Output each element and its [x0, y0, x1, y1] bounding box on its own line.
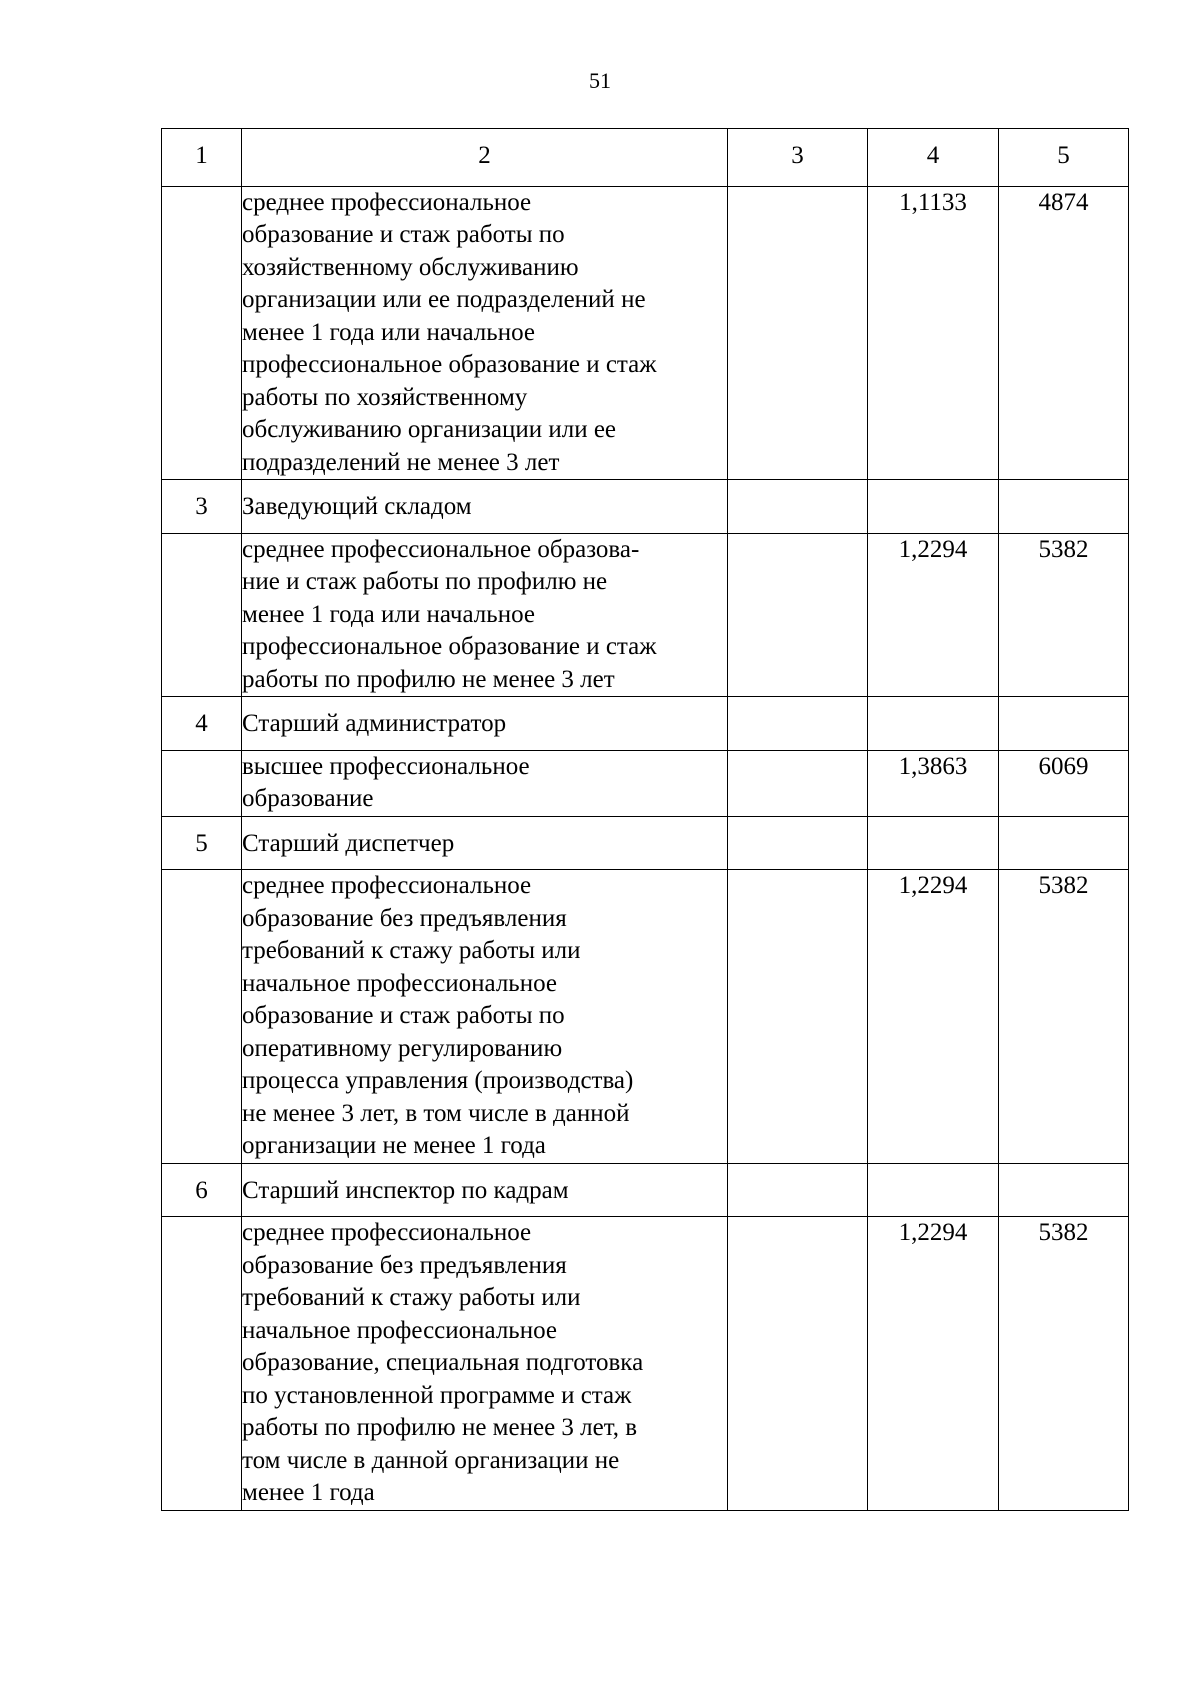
- coefficient-cell: [868, 1217, 999, 1511]
- requirement-row: [162, 186, 1129, 480]
- header-cell-5: 5: [999, 129, 1129, 187]
- row-number-cell: [162, 870, 242, 1164]
- column-3-cell: [728, 533, 868, 697]
- position-name-cell: [242, 816, 728, 870]
- column-3-cell: [728, 1217, 868, 1511]
- coefficient-cell: [868, 533, 999, 697]
- coefficient-cell-text: 1,2294: [898, 872, 968, 899]
- requirement-text-cell-text: высшее профессиональное образование: [242, 752, 530, 812]
- coefficient-cell-text: 1,3863: [898, 752, 968, 780]
- header-cell-1: 1: [162, 129, 242, 187]
- amount-cell-text: 5382: [1038, 1219, 1089, 1246]
- row-number-cell: [162, 750, 242, 816]
- position-name-cell-text: Старший диспетчер: [242, 829, 455, 857]
- column-3-cell: [728, 697, 868, 751]
- coefficient-cell: [868, 870, 999, 1164]
- requirement-text-cell-text: среднее профессиональное образование без предъявления требований к стажу работы или начальное профессиональное образование, специальная подготовка по установленной программе и стаж работы по профилю не менее 3 лет, в том числе в данной организации не менее 1 года: [242, 1219, 644, 1506]
- coefficient-cell-text: 1,2294: [898, 1219, 968, 1246]
- row-number-cell-text: 5: [195, 829, 208, 857]
- requirement-row: [162, 533, 1129, 697]
- column-3-cell: [728, 750, 868, 816]
- position-name-cell: [242, 1163, 728, 1217]
- requirement-text-cell-text: среднее профессиональное образование и стаж работы по хозяйственному обслуживанию организации или ее подразделений не менее 1 года или начальное профессиональное образование и стаж работы по хозяйственному обслуживанию организации или ее подразделений не менее 3 лет: [242, 188, 657, 476]
- coefficient-cell: [868, 697, 999, 751]
- requirement-row: [162, 870, 1129, 1164]
- column-3-cell: [728, 480, 868, 534]
- row-number-cell: [162, 1163, 242, 1217]
- coefficient-cell-text: 1,1133: [899, 188, 967, 216]
- row-number-cell: [162, 697, 242, 751]
- row-number-cell-text: 3: [195, 493, 208, 520]
- amount-cell: [999, 533, 1129, 697]
- amount-cell: [999, 870, 1129, 1164]
- requirement-text-cell-text: среднее профессиональное образова- ние и стаж работы по профилю не менее 1 года или начальное профессиональное образование и стаж работы по профилю не менее 3 лет: [242, 535, 657, 693]
- table-header-row: [162, 129, 1129, 187]
- coefficient-cell: [868, 186, 999, 480]
- row-number-cell: [162, 1217, 242, 1511]
- position-title-row: [162, 697, 1129, 751]
- qualification-table: [161, 128, 1129, 1511]
- header-cell-3: 3: [728, 129, 868, 187]
- coefficient-cell: [868, 750, 999, 816]
- position-name-cell-text: Старший администратор: [242, 710, 507, 737]
- position-name-cell: [242, 697, 728, 751]
- page-number: 51: [589, 68, 611, 93]
- amount-cell: [999, 1163, 1129, 1217]
- coefficient-cell: [868, 480, 999, 534]
- position-name-cell-text: Заведующий складом: [242, 493, 472, 520]
- position-title-row: [162, 1163, 1129, 1217]
- coefficient-cell-text: 1,2294: [898, 535, 968, 563]
- requirement-text-cell: [242, 186, 728, 480]
- row-number-cell-text: 6: [195, 1176, 208, 1204]
- requirement-text-cell: [242, 870, 728, 1164]
- requirement-row: [162, 750, 1129, 816]
- coefficient-cell: [868, 1163, 999, 1217]
- column-3-cell: [728, 1163, 868, 1217]
- column-3-cell: [728, 816, 868, 870]
- row-number-cell: [162, 533, 242, 697]
- header-cell-4: 4: [868, 129, 999, 187]
- amount-cell: [999, 750, 1129, 816]
- amount-cell: [999, 186, 1129, 480]
- amount-cell-text: 5382: [1038, 872, 1089, 899]
- amount-cell: [999, 480, 1129, 534]
- requirement-text-cell: [242, 1217, 728, 1511]
- column-3-cell: [728, 870, 868, 1164]
- amount-cell-text: 5382: [1038, 535, 1089, 563]
- requirement-text-cell: [242, 750, 728, 816]
- row-number-cell: [162, 480, 242, 534]
- row-number-cell: [162, 186, 242, 480]
- position-name-cell: [242, 480, 728, 534]
- coefficient-cell: [868, 816, 999, 870]
- requirement-text-cell-text: среднее профессиональное образование без предъявления требований к стажу работы или начальное профессиональное образование и стаж работы по оперативному регулированию процесса управления (производства) не менее 3 лет, в том числе в данной организации не менее 1 года: [242, 872, 634, 1159]
- header-cell-2: 2: [242, 129, 728, 187]
- amount-cell-text: 6069: [1038, 752, 1089, 780]
- row-number-cell: [162, 816, 242, 870]
- position-title-row: [162, 816, 1129, 870]
- amount-cell: [999, 1217, 1129, 1511]
- position-name-cell-text: Старший инспектор по кадрам: [242, 1176, 569, 1204]
- position-title-row: [162, 480, 1129, 534]
- amount-cell: [999, 697, 1129, 751]
- column-3-cell: [728, 186, 868, 480]
- requirement-row: [162, 1217, 1129, 1511]
- amount-cell-text: 4874: [1038, 188, 1089, 216]
- amount-cell: [999, 816, 1129, 870]
- requirement-text-cell: [242, 533, 728, 697]
- row-number-cell-text: 4: [195, 710, 208, 737]
